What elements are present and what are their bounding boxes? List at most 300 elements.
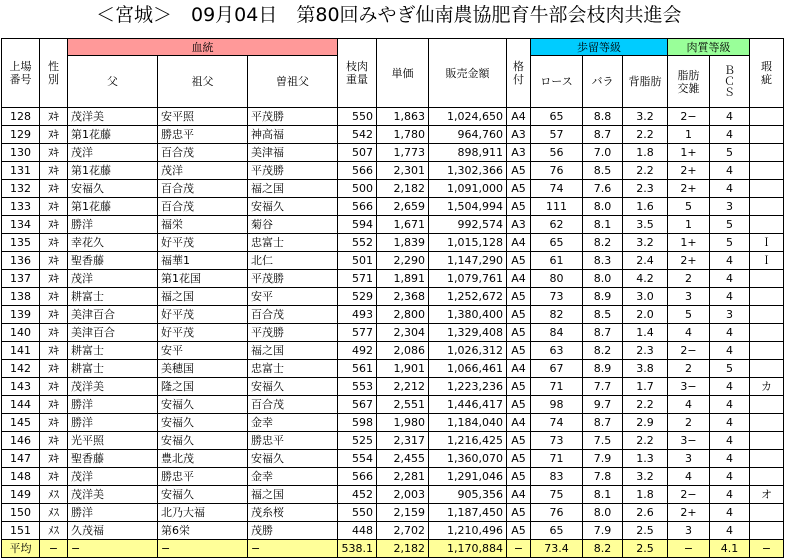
table-row	[2, 288, 784, 306]
cell-sales-amount: 1,024,650	[429, 108, 507, 126]
cell-bcs: 4	[710, 180, 750, 198]
cell-bcs: 4	[710, 108, 750, 126]
cell-grandfather: 勝忠平	[158, 126, 248, 144]
cell-grandfather: 福華1	[158, 252, 248, 270]
header-bcs: Ｂ Ｃ Ｓ	[710, 56, 750, 108]
cell-sales-amount: 1,291,046	[429, 468, 507, 486]
cell-unit-price: 1,891	[377, 270, 429, 288]
average-loin: 73.4	[531, 540, 583, 558]
cell-sex: ﾒｽ	[40, 522, 68, 540]
cell-back-fat: 3.2	[623, 108, 668, 126]
cell-sex: ﾇｷ	[40, 162, 68, 180]
cell-unit-price: 2,003	[377, 486, 429, 504]
cell-bcs: 5	[710, 144, 750, 162]
cell-sales-amount: 1,252,672	[429, 288, 507, 306]
cell-rib: 8.5	[583, 162, 623, 180]
cell-rib: 8.8	[583, 108, 623, 126]
cell-grade: A5	[507, 162, 531, 180]
cell-bcs: 4	[710, 252, 750, 270]
cell-back-fat: 2.9	[623, 414, 668, 432]
cell-sex: ﾇｷ	[40, 144, 68, 162]
cell-loin: 73	[531, 432, 583, 450]
cell-rib: 8.1	[583, 216, 623, 234]
cell-weight: 561	[338, 360, 377, 378]
cell-bcs: 4	[710, 378, 750, 396]
cell-rib: 8.3	[583, 252, 623, 270]
cell-great-grandfather: 忠富士	[248, 234, 338, 252]
cell-defect	[750, 288, 784, 306]
cell-row-number: 134	[2, 216, 40, 234]
cell-defect	[750, 468, 784, 486]
cell-loin: 57	[531, 126, 583, 144]
cell-row-number: 135	[2, 234, 40, 252]
cell-great-grandfather: 福之国	[248, 342, 338, 360]
cell-grandfather: 福栄	[158, 216, 248, 234]
cell-unit-price: 1,980	[377, 414, 429, 432]
cell-grade: A5	[507, 450, 531, 468]
cell-back-fat: 1.3	[623, 450, 668, 468]
cell-back-fat: 4.2	[623, 270, 668, 288]
cell-sex: ﾇｷ	[40, 396, 68, 414]
header-defect: 瑕 疵	[750, 39, 784, 108]
cell-rib: 8.1	[583, 486, 623, 504]
cell-great-grandfather: 美津福	[248, 144, 338, 162]
table-row	[2, 162, 784, 180]
cell-row-number: 146	[2, 432, 40, 450]
cell-rib: 8.2	[583, 342, 623, 360]
cell-marbling: 2+	[668, 180, 710, 198]
cell-grade: A4	[507, 108, 531, 126]
cell-father: 茂洋美	[68, 108, 158, 126]
cell-back-fat: 2.5	[623, 522, 668, 540]
cell-loin: 82	[531, 306, 583, 324]
cell-back-fat: 1.6	[623, 198, 668, 216]
cell-grade: A3	[507, 144, 531, 162]
cell-marbling: 1	[668, 126, 710, 144]
cell-sex: ﾇｷ	[40, 342, 68, 360]
average-defect: −	[750, 540, 784, 558]
cell-sales-amount: 1,210,496	[429, 522, 507, 540]
table-row	[2, 522, 784, 540]
cell-defect	[750, 108, 784, 126]
header-unit-price: 単価	[377, 39, 429, 108]
cell-great-grandfather: 安福久	[248, 450, 338, 468]
cell-back-fat: 3.8	[623, 360, 668, 378]
cell-defect	[750, 432, 784, 450]
cell-sales-amount: 1,015,128	[429, 234, 507, 252]
cell-row-number: 130	[2, 144, 40, 162]
cell-sex: ﾒｽ	[40, 504, 68, 522]
cell-bcs: 5	[710, 234, 750, 252]
cell-row-number: 136	[2, 252, 40, 270]
cell-sex: ﾇｷ	[40, 252, 68, 270]
table-row	[2, 180, 784, 198]
header-sales-amount: 販売金額	[429, 39, 507, 108]
table-row	[2, 270, 784, 288]
cell-weight: 594	[338, 216, 377, 234]
cell-rib: 8.0	[583, 270, 623, 288]
cell-back-fat: 2.3	[623, 180, 668, 198]
cell-grade: A4	[507, 360, 531, 378]
average-weight: 538.1	[338, 540, 377, 558]
cell-bcs: 4	[710, 270, 750, 288]
table-row	[2, 108, 784, 126]
cell-marbling: 1	[668, 216, 710, 234]
cell-loin: 83	[531, 468, 583, 486]
cell-weight: 553	[338, 378, 377, 396]
table-row	[2, 126, 784, 144]
cell-weight: 501	[338, 252, 377, 270]
cell-grade: A4	[507, 414, 531, 432]
cell-grandfather: 安福久	[158, 486, 248, 504]
average-average-label: 平均	[2, 540, 40, 558]
cell-defect	[750, 396, 784, 414]
cell-defect	[750, 306, 784, 324]
cell-marbling: 2+	[668, 504, 710, 522]
cell-rib: 8.7	[583, 126, 623, 144]
cell-back-fat: 2.2	[623, 162, 668, 180]
cell-sex: ﾇｷ	[40, 324, 68, 342]
cell-grade: A5	[507, 288, 531, 306]
table-row	[2, 360, 784, 378]
cell-loin: 111	[531, 198, 583, 216]
cell-loin: 65	[531, 522, 583, 540]
cell-unit-price: 2,368	[377, 288, 429, 306]
cell-rib: 8.7	[583, 324, 623, 342]
cell-row-number: 133	[2, 198, 40, 216]
cell-defect: Ｉ	[750, 234, 784, 252]
cell-back-fat: 2.6	[623, 504, 668, 522]
cell-great-grandfather: 安平	[248, 288, 338, 306]
cell-sales-amount: 964,760	[429, 126, 507, 144]
table-row	[2, 486, 784, 504]
cell-bcs: 4	[710, 504, 750, 522]
cell-bcs: 4	[710, 396, 750, 414]
cell-father: 久茂福	[68, 522, 158, 540]
cell-rib: 8.2	[583, 234, 623, 252]
cell-back-fat: 1.8	[623, 144, 668, 162]
cell-weight: 566	[338, 198, 377, 216]
cell-row-number: 128	[2, 108, 40, 126]
cell-defect	[750, 216, 784, 234]
cell-bcs: 5	[710, 360, 750, 378]
cell-row-number: 138	[2, 288, 40, 306]
cell-rib: 7.8	[583, 468, 623, 486]
table-row	[2, 432, 784, 450]
cell-row-number: 132	[2, 180, 40, 198]
cell-grandfather: 好平茂	[158, 306, 248, 324]
average-sales-amount: 1,170,884	[429, 540, 507, 558]
cell-father: 茂洋美	[68, 378, 158, 396]
cell-marbling: 4	[668, 468, 710, 486]
cell-grade: A3	[507, 126, 531, 144]
cell-marbling: 2−	[668, 486, 710, 504]
cell-grandfather: 百合茂	[158, 198, 248, 216]
cell-loin: 67	[531, 360, 583, 378]
cell-father: 安福久	[68, 180, 158, 198]
cell-grandfather: 第6栄	[158, 522, 248, 540]
cell-sex: ﾇｷ	[40, 198, 68, 216]
cell-weight: 492	[338, 342, 377, 360]
cell-weight: 566	[338, 468, 377, 486]
cell-loin: 75	[531, 486, 583, 504]
cell-defect	[750, 270, 784, 288]
table-row	[2, 504, 784, 522]
cell-rib: 8.0	[583, 504, 623, 522]
cell-great-grandfather: 金幸	[248, 414, 338, 432]
cell-weight: 529	[338, 288, 377, 306]
cell-marbling: 3	[668, 288, 710, 306]
cell-weight: 598	[338, 414, 377, 432]
cell-unit-price: 1,839	[377, 234, 429, 252]
cell-marbling: 5	[668, 198, 710, 216]
average-marbling: −	[668, 540, 710, 558]
cell-weight: 507	[338, 144, 377, 162]
header-meat-quality: 肉質等級	[668, 39, 750, 56]
cell-weight: 500	[338, 180, 377, 198]
cell-rib: 8.0	[583, 198, 623, 216]
cell-back-fat: 3.2	[623, 234, 668, 252]
cell-sales-amount: 1,329,408	[429, 324, 507, 342]
cell-sales-amount: 1,380,400	[429, 306, 507, 324]
cell-grandfather: 安福久	[158, 414, 248, 432]
table-row	[2, 216, 784, 234]
cell-marbling: 3	[668, 450, 710, 468]
cell-back-fat: 2.3	[623, 342, 668, 360]
cell-great-grandfather: 安福久	[248, 198, 338, 216]
cell-loin: 76	[531, 504, 583, 522]
cell-rib: 7.7	[583, 378, 623, 396]
average-back-fat: 2.5	[623, 540, 668, 558]
cell-marbling: 2+	[668, 252, 710, 270]
cell-grandfather: 福之国	[158, 288, 248, 306]
cell-great-grandfather: 北仁	[248, 252, 338, 270]
cell-grandfather: 美穂国	[158, 360, 248, 378]
cell-sex: ﾇｷ	[40, 216, 68, 234]
cell-sales-amount: 1,184,040	[429, 414, 507, 432]
cell-unit-price: 2,086	[377, 342, 429, 360]
cell-father: 光平照	[68, 432, 158, 450]
cell-sex: ﾇｷ	[40, 378, 68, 396]
cell-marbling: 1+	[668, 144, 710, 162]
average-grandfather: −	[158, 540, 248, 558]
cell-sex: ﾇｷ	[40, 108, 68, 126]
cell-marbling: 5	[668, 306, 710, 324]
cell-weight: 554	[338, 450, 377, 468]
cell-grade: A5	[507, 432, 531, 450]
cell-unit-price: 2,659	[377, 198, 429, 216]
cell-grade: A4	[507, 270, 531, 288]
cell-loin: 71	[531, 450, 583, 468]
cell-grandfather: 安平	[158, 342, 248, 360]
average-rib: 8.2	[583, 540, 623, 558]
cell-father: 第1花藤	[68, 162, 158, 180]
header-sex: 性 別	[40, 39, 68, 108]
cell-grandfather: 北乃大福	[158, 504, 248, 522]
cell-marbling: 2	[668, 414, 710, 432]
cell-grandfather: 百合茂	[158, 144, 248, 162]
cell-rib: 7.0	[583, 144, 623, 162]
cell-great-grandfather: 金幸	[248, 468, 338, 486]
cell-sex: ﾇｷ	[40, 432, 68, 450]
header-rib: バラ	[583, 56, 623, 108]
table-body	[2, 108, 784, 558]
table-row	[2, 414, 784, 432]
cell-weight: 577	[338, 324, 377, 342]
cell-grandfather: 勝忠平	[158, 468, 248, 486]
cell-defect	[750, 414, 784, 432]
cell-father: 茂洋美	[68, 486, 158, 504]
cell-defect	[750, 144, 784, 162]
cell-weight: 552	[338, 234, 377, 252]
cell-father: 美津百合	[68, 306, 158, 324]
header-great-grandfather: 曽祖父	[248, 56, 338, 108]
cell-sex: ﾒｽ	[40, 486, 68, 504]
cell-sex: ﾇｷ	[40, 414, 68, 432]
cell-defect	[750, 126, 784, 144]
table-row	[2, 342, 784, 360]
cell-father: 茂洋	[68, 270, 158, 288]
cell-weight: 550	[338, 504, 377, 522]
cell-grandfather: 好平茂	[158, 324, 248, 342]
cell-back-fat: 2.2	[623, 432, 668, 450]
cell-father: 茂洋	[68, 468, 158, 486]
cell-weight: 448	[338, 522, 377, 540]
cell-sex: ﾇｷ	[40, 270, 68, 288]
cell-great-grandfather: 平茂勝	[248, 270, 338, 288]
cell-father: 勝洋	[68, 414, 158, 432]
page-title: ＜宮城＞ 09月04日 第80回みやぎ仙南農協肥育牛部会枝肉共進会	[96, 4, 682, 26]
header-no: 上場 番号	[2, 39, 40, 108]
cell-great-grandfather: 茂糸桜	[248, 504, 338, 522]
cell-great-grandfather: 安福久	[248, 378, 338, 396]
cell-sales-amount: 1,504,994	[429, 198, 507, 216]
cell-loin: 73	[531, 288, 583, 306]
cell-grade: A5	[507, 342, 531, 360]
header-yield-grade: 歩留等級	[531, 39, 668, 56]
cell-father: 第1花藤	[68, 126, 158, 144]
cell-grade: A5	[507, 468, 531, 486]
cell-grandfather: 隆之国	[158, 378, 248, 396]
cell-grade: A5	[507, 180, 531, 198]
header-grandfather: 祖父	[158, 56, 248, 108]
cell-sex: ﾇｷ	[40, 306, 68, 324]
cell-bcs: 4	[710, 522, 750, 540]
cell-sales-amount: 1,216,425	[429, 432, 507, 450]
table-header	[2, 39, 784, 108]
cell-grandfather: 豊北茂	[158, 450, 248, 468]
cell-weight: 567	[338, 396, 377, 414]
cell-grandfather: 茂洋	[158, 162, 248, 180]
cell-loin: 98	[531, 396, 583, 414]
cell-great-grandfather: 神高福	[248, 126, 338, 144]
cell-sales-amount: 1,079,761	[429, 270, 507, 288]
cell-loin: 56	[531, 144, 583, 162]
header-loin: ロース	[531, 56, 583, 108]
cell-father: 美津百合	[68, 324, 158, 342]
cell-sales-amount: 1,066,461	[429, 360, 507, 378]
average-father: −	[68, 540, 158, 558]
cell-marbling: 2−	[668, 108, 710, 126]
cell-marbling: 3−	[668, 378, 710, 396]
cell-row-number: 143	[2, 378, 40, 396]
header-grade: 格 付	[507, 39, 531, 108]
cell-marbling: 3−	[668, 432, 710, 450]
cell-bcs: 3	[710, 198, 750, 216]
cell-unit-price: 1,671	[377, 216, 429, 234]
cell-back-fat: 3.2	[623, 468, 668, 486]
cell-bcs: 4	[710, 486, 750, 504]
cell-defect	[750, 450, 784, 468]
cell-unit-price: 2,317	[377, 432, 429, 450]
cell-rib: 7.9	[583, 522, 623, 540]
cell-grandfather: 第1花国	[158, 270, 248, 288]
carcass-results-table	[1, 38, 784, 558]
cell-loin: 84	[531, 324, 583, 342]
cell-marbling: 2+	[668, 162, 710, 180]
cell-unit-price: 2,455	[377, 450, 429, 468]
cell-defect	[750, 360, 784, 378]
average-sex: −	[40, 540, 68, 558]
cell-grade: A5	[507, 522, 531, 540]
cell-rib: 8.7	[583, 414, 623, 432]
cell-bcs: 5	[710, 216, 750, 234]
cell-grade: A4	[507, 486, 531, 504]
header-marbling: 脂肪 交雑	[668, 56, 710, 108]
cell-grandfather: 安平照	[158, 108, 248, 126]
average-great-grandfather: −	[248, 540, 338, 558]
cell-father: 耕富士	[68, 360, 158, 378]
cell-great-grandfather: 福之国	[248, 180, 338, 198]
cell-bcs: 4	[710, 414, 750, 432]
cell-back-fat: 3.5	[623, 216, 668, 234]
average-unit-price: 2,182	[377, 540, 429, 558]
cell-father: 勝洋	[68, 216, 158, 234]
cell-bcs: 4	[710, 324, 750, 342]
cell-row-number: 140	[2, 324, 40, 342]
cell-sales-amount: 1,446,417	[429, 396, 507, 414]
cell-marbling: 2−	[668, 342, 710, 360]
cell-weight: 550	[338, 108, 377, 126]
cell-sex: ﾇｷ	[40, 468, 68, 486]
cell-father: 勝洋	[68, 504, 158, 522]
cell-loin: 80	[531, 270, 583, 288]
cell-back-fat: 3.0	[623, 288, 668, 306]
cell-weight: 566	[338, 162, 377, 180]
cell-bcs: 4	[710, 126, 750, 144]
cell-marbling: 4	[668, 324, 710, 342]
cell-bcs: 3	[710, 306, 750, 324]
cell-back-fat: 1.4	[623, 324, 668, 342]
cell-sales-amount: 905,356	[429, 486, 507, 504]
cell-grandfather: 好平茂	[158, 234, 248, 252]
cell-loin: 61	[531, 252, 583, 270]
cell-unit-price: 2,800	[377, 306, 429, 324]
cell-father: 聖香藤	[68, 252, 158, 270]
cell-sex: ﾇｷ	[40, 450, 68, 468]
cell-marbling: 1+	[668, 234, 710, 252]
cell-loin: 65	[531, 108, 583, 126]
cell-father: 耕富士	[68, 342, 158, 360]
cell-unit-price: 2,551	[377, 396, 429, 414]
cell-unit-price: 2,290	[377, 252, 429, 270]
cell-grade: A3	[507, 216, 531, 234]
cell-grade: A4	[507, 234, 531, 252]
cell-sex: ﾇｷ	[40, 234, 68, 252]
cell-unit-price: 2,212	[377, 378, 429, 396]
cell-unit-price: 1,863	[377, 108, 429, 126]
cell-great-grandfather: 勝忠平	[248, 432, 338, 450]
